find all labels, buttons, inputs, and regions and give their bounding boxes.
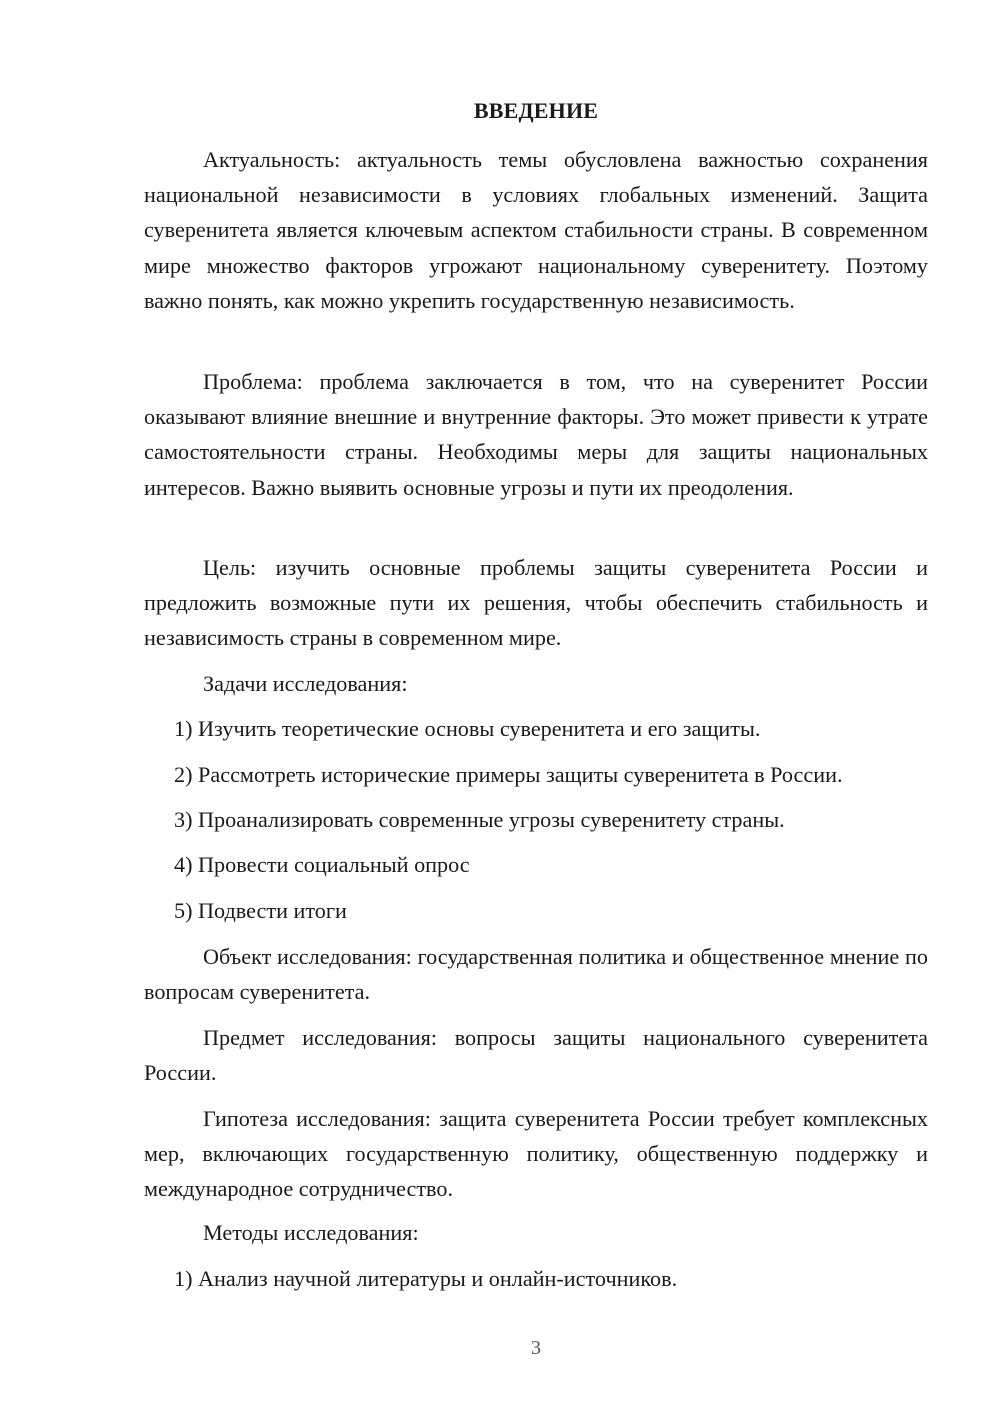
hypothesis-paragraph: Гипотеза исследования: защита суверенитета России требует комплексных мер, включающих государственную политику, общественную поддержку и международное сотрудничество.: [144, 1106, 928, 1202]
task-item: 1) Изучить теоретические основы суверенитета и его защиты.: [174, 716, 761, 741]
page-number: 3: [531, 1337, 541, 1359]
task-item: 5) Подвести итоги: [174, 898, 347, 923]
subject-paragraph: Предмет исследования: вопросы защиты национального суверенитета России.: [144, 1025, 928, 1086]
goal-paragraph: Цель: изучить основные проблемы защиты суверенитета России и предложить возможные пути их решения, чтобы обеспечить стабильность и независимость страны в современном мире.: [144, 555, 928, 651]
task-item: 3) Проанализировать современные угрозы суверенитету страны.: [174, 807, 785, 832]
relevance-paragraph: Актуальность: актуальность темы обусловлена важностью сохранения национальной независимости в условиях глобальных изменений. Защита суверенитета является ключевым аспектом стабильности страны. В современном мире множество факторов угрожают национальному суверенитету. Поэтому важно понять, как можно укрепить государственную независимость.: [144, 147, 928, 313]
task-item: 2) Рассмотреть исторические примеры защиты суверенитета в России.: [174, 762, 843, 787]
problem-paragraph: Проблема: проблема заключается в том, что на суверенитет России оказывают влияние внешние и внутренние факторы. Это может привести к утрате самостоятельности страны. Необходимы меры для защиты национальных интересов. Важно выявить основные угрозы и пути их преодоления.: [144, 369, 928, 500]
methods-label: Методы исследования:: [203, 1220, 419, 1245]
section-heading: ВВЕДЕНИЕ: [473, 98, 599, 123]
object-paragraph: Объект исследования: государственная политика и общественное мнение по вопросам суверенитета.: [144, 944, 928, 1005]
tasks-label: Задачи исследования:: [203, 671, 408, 696]
method-item: 1) Анализ научной литературы и онлайн-источников.: [174, 1266, 678, 1291]
task-item: 4) Провести социальный опрос: [174, 852, 470, 877]
